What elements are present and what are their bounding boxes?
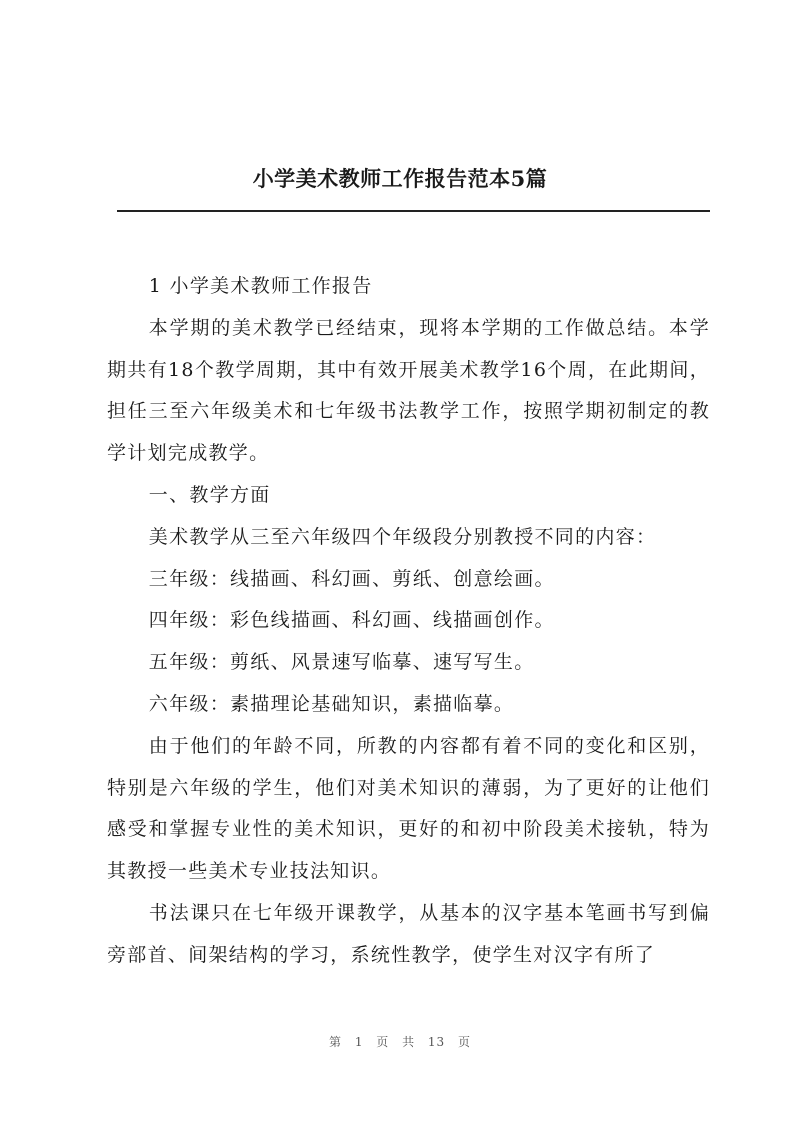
document-title: 小学美术教师工作报告范本5篇 <box>252 166 548 191</box>
paragraph: 书法课只在七年级开课教学，从基本的汉字基本笔画书写到偏旁部首、间架结构的学习，系统性教学，使学生对汉字有所了 <box>107 901 710 966</box>
paragraph: 美术教学从三至六年级四个年级段分别教授不同的内容： <box>148 525 657 548</box>
section-heading: 1 小学美术教师工作报告 <box>148 275 373 297</box>
list-item: 四年级：彩色线描画、科幻画、线描画创作。 <box>148 609 555 632</box>
section-heading: 一、教学方面 <box>148 483 271 506</box>
list-item: 六年级：素描理论基础知识，素描临摹。 <box>148 692 515 715</box>
page-footer: 第 1 页 共 13 页 <box>329 1035 471 1049</box>
paragraph: 本学期的美术教学已经结束，现将本学期的工作做总结。本学期共有18个教学周期，其中有效开展美术教学16个周，在此期间，担任三至六年级美术和七年级书法教学工作，按照学期初制定的教学计划完成教学。 <box>107 316 710 465</box>
list-item: 五年级：剪纸、风景速写临摹、速写写生。 <box>148 651 535 674</box>
list-item: 三年级：线描画、科幻画、剪纸、创意绘画。 <box>148 567 555 590</box>
title-divider <box>117 210 710 212</box>
paragraph: 由于他们的年龄不同，所教的内容都有着不同的变化和区别，特别是六年级的学生，他们对美术知识的薄弱，为了更好的让他们感受和掌握专业性的美术知识，更好的和初中阶段美术接轨，特为其教授一些美术专业技法知识。 <box>107 734 710 883</box>
document-body <box>107 266 710 977</box>
